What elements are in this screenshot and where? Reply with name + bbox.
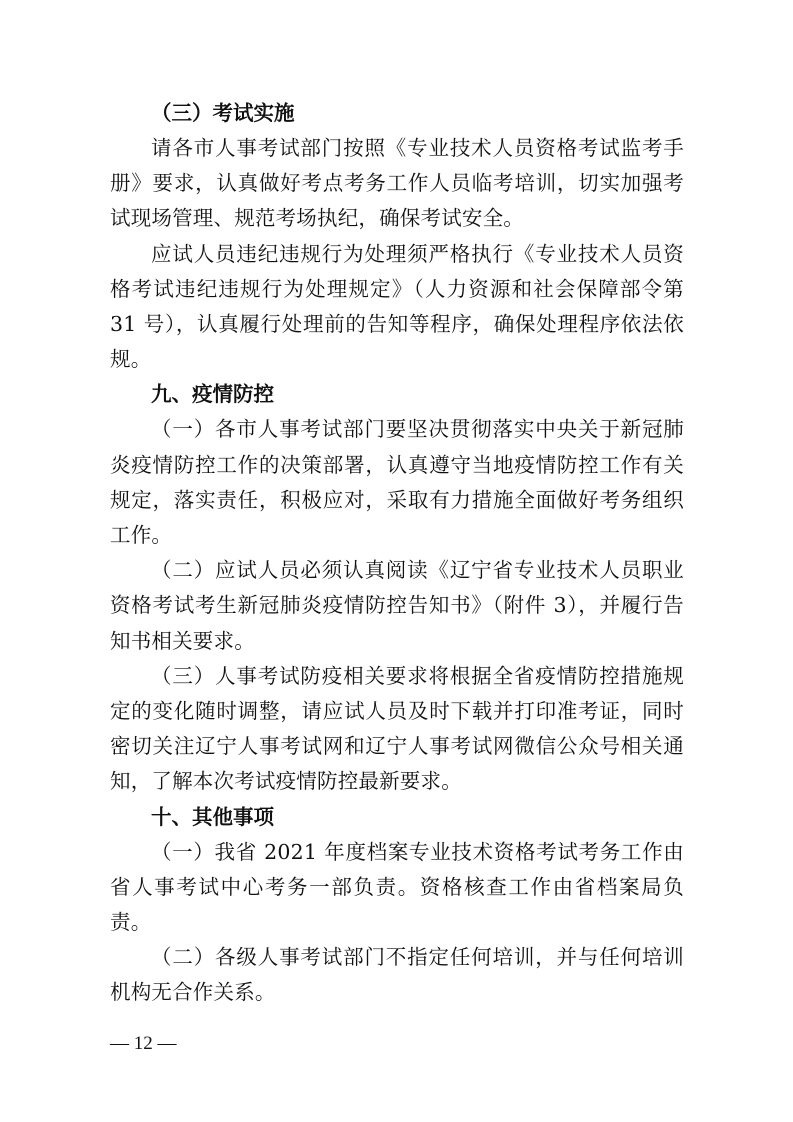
- paragraph-no-training: （二）各级人事考试部门不指定任何培训，并与任何培训机构无合作关系。: [110, 945, 684, 1005]
- heading-other-matters: 十、其他事项: [151, 804, 274, 829]
- paragraph-invigilation-training: 请各市人事考试部门按照《专业技术人员资格考试监考手册》要求，认真做好考点考务工作人员临考培训，切实加强考试现场管理、规范考场执纪，确保考试安全。: [110, 136, 684, 231]
- page-number: — 12 —: [110, 1033, 177, 1054]
- heading-exam-implementation: （三）考试实施: [151, 101, 295, 125]
- heading-epidemic-prevention: 九、疫情防控: [151, 382, 274, 407]
- paragraph-exam-responsibility: （一）我省 2021 年度档案专业技术资格考试考务工作由省人事考试中心考务一部负责。资格核查工作由省档案局负责。: [110, 839, 684, 935]
- paragraph-violation-handling: 应试人员违纪违规行为处理须严格执行《专业技术人员资格考试违纪违规行为处理规定》（人力资源和社会保障部令第 31 号），认真履行处理前的告知等程序，确保处理程序依法依规。: [110, 241, 684, 372]
- paragraph-epidemic-notice: （二）应试人员必须认真阅读《辽宁省专业技术人员职业资格考试考生新冠肺炎疫情防控告知书》（附件 3），并履行告知书相关要求。: [110, 558, 684, 653]
- document-body: [110, 96, 684, 1011]
- paragraph-epidemic-adjustment: （三）人事考试防疫相关要求将根据全省疫情防控措施规定的变化随时调整，请应试人员及时下载并打印准考证，同时密切关注辽宁人事考试网和辽宁人事考试网微信公众号相关通知，了解本次考试疫情防控最新要求。: [110, 663, 684, 794]
- paragraph-epidemic-deployment: （一）各市人事考试部门要坚决贯彻落实中央关于新冠肺炎疫情防控工作的决策部署，认真遵守当地疫情防控工作有关规定，落实责任，积极应对，采取有力措施全面做好考务组织工作。: [110, 417, 684, 548]
